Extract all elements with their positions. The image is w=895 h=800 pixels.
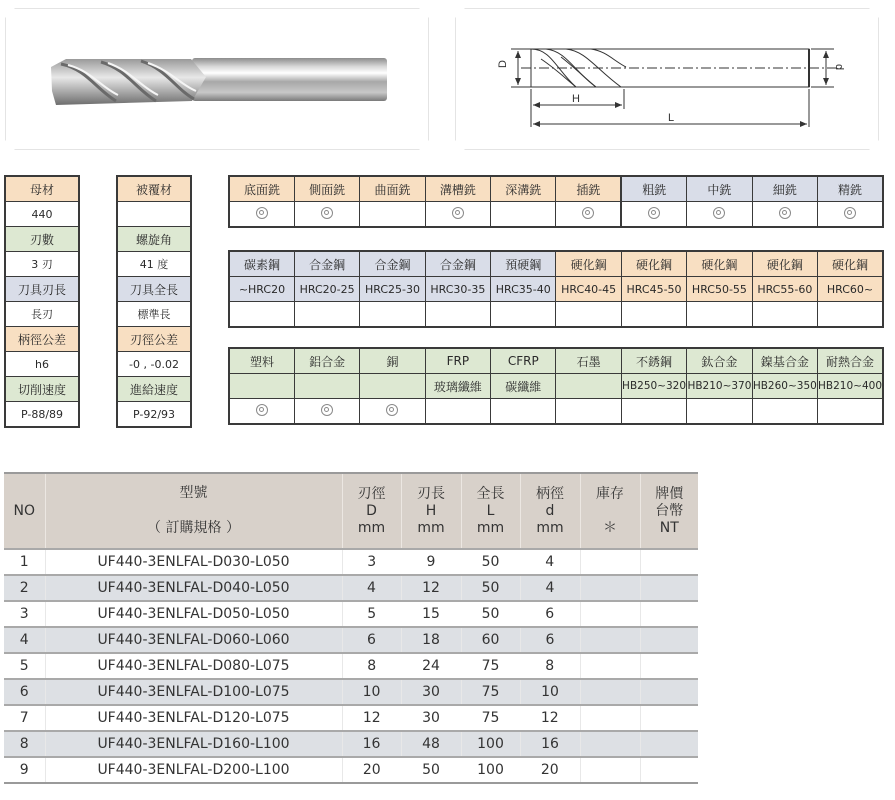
steel-header: 硬化鋼	[556, 251, 621, 277]
double-circle-icon	[648, 207, 660, 219]
material-header: 鈦合金	[687, 348, 752, 374]
header-model-line1: 型號	[179, 485, 208, 501]
empty-cell	[752, 302, 817, 328]
empty-cell	[621, 302, 686, 328]
spec-value: 標準長	[117, 302, 191, 327]
product-photo-frame	[5, 8, 429, 150]
hardness-value: HRC20-25	[294, 277, 359, 302]
hardness-value: HRC30-35	[425, 277, 490, 302]
table-row: 8 UF440-3ENLFAL-D160-L100 16 48 100 16	[4, 731, 698, 757]
dim-H-label: H	[572, 93, 580, 105]
technical-drawing	[456, 9, 878, 149]
spec-value: P-88/89	[5, 402, 79, 428]
material-header: 不銹鋼	[621, 348, 686, 374]
spec-label: 切削速度	[5, 377, 79, 402]
material-mark-row	[229, 399, 883, 425]
spec-label: 刀具全長	[117, 277, 191, 302]
hardness-value: HRC50-55	[687, 277, 752, 302]
spec-value: h6	[5, 352, 79, 377]
milling-header: 插銑	[556, 176, 621, 202]
table-row: 5 UF440-3ENLFAL-D080-L075 8 24 75 8	[4, 653, 698, 679]
milling-header: 底面銑	[229, 176, 294, 202]
empty-cell	[818, 302, 883, 328]
steel-header-row	[229, 251, 883, 277]
material-sub: HB210~370	[687, 374, 752, 399]
header-model-line2: （ 訂購規格 ）	[147, 520, 240, 536]
double-circle-icon	[582, 207, 594, 219]
header-L: 全長 L mm	[461, 473, 520, 549]
double-circle-icon	[386, 404, 398, 416]
double-circle-icon	[321, 404, 333, 416]
steel-header: 硬化鋼	[818, 251, 883, 277]
double-circle-icon	[452, 207, 464, 219]
empty-cell	[491, 399, 556, 425]
steel-hardness-table	[228, 250, 884, 328]
empty-cell	[360, 302, 425, 328]
double-circle-icon	[779, 207, 791, 219]
table-row: 1 UF440-3ENLFAL-D030-L050 3 9 50 4	[4, 549, 698, 575]
material-header-row	[229, 348, 883, 374]
spec-table-right	[116, 175, 192, 428]
empty-cell	[556, 399, 621, 425]
dim-D-label: D	[497, 60, 509, 68]
end-mill-photo	[6, 9, 428, 149]
empty-cell	[687, 302, 752, 328]
empty-cell	[425, 302, 490, 328]
steel-header: 合金鋼	[294, 251, 359, 277]
material-sub: HB210~400	[818, 374, 883, 399]
product-table	[4, 472, 698, 784]
steel-header: 硬化鋼	[621, 251, 686, 277]
spec-label: 母材	[5, 176, 79, 202]
header-D: 刃徑 D mm	[342, 473, 401, 549]
milling-header: 精銑	[818, 176, 883, 202]
header-price: 牌價 台幣 NT	[640, 473, 698, 549]
material-header: 鋁合金	[294, 348, 359, 374]
material-sub: HB250~320	[621, 374, 686, 399]
empty-cell	[229, 302, 294, 328]
spec-value: 3 刃	[5, 252, 79, 277]
table-row: 4 UF440-3ENLFAL-D060-L060 6 18 60 6	[4, 627, 698, 653]
steel-header: 硬化鋼	[752, 251, 817, 277]
spec-value: P-92/93	[117, 402, 191, 428]
header-d: 柄徑 d mm	[520, 473, 580, 549]
steel-header: 預硬鋼	[491, 251, 556, 277]
steel-header: 硬化鋼	[687, 251, 752, 277]
hardness-value: HRC35-40	[491, 277, 556, 302]
dim-L-label: L	[668, 112, 675, 124]
spec-value: 440	[5, 202, 79, 227]
empty-cell	[360, 202, 425, 228]
table-row: 2 UF440-3ENLFAL-D040-L050 4 12 50 4	[4, 575, 698, 601]
hardness-value: HRC55-60	[752, 277, 817, 302]
technical-drawing-frame	[455, 8, 879, 150]
material-sub	[556, 374, 621, 399]
double-circle-icon	[844, 207, 856, 219]
spec-label: 柄徑公差	[5, 327, 79, 352]
table-row: 9 UF440-3ENLFAL-D200-L100 20 50 100 20	[4, 757, 698, 783]
material-sub	[360, 374, 425, 399]
material-header: 塑料	[229, 348, 294, 374]
milling-header: 細銑	[752, 176, 817, 202]
empty-cell	[752, 399, 817, 425]
spec-value: 長刃	[5, 302, 79, 327]
spec-label: 刃徑公差	[117, 327, 191, 352]
material-header: 鎳基合金	[752, 348, 817, 374]
double-circle-icon	[256, 404, 268, 416]
spec-label: 刃數	[5, 227, 79, 252]
material-sub: 碳纖維	[491, 374, 556, 399]
hardness-value: ~HRC20	[229, 277, 294, 302]
material-header: 耐熱合金	[818, 348, 883, 374]
spec-label: 螺旋角	[117, 227, 191, 252]
spec-table-left	[4, 175, 80, 428]
material-table	[228, 347, 884, 425]
double-circle-icon	[256, 207, 268, 219]
hardness-value: HRC40-45	[556, 277, 621, 302]
empty-cell	[491, 302, 556, 328]
header-stock: 庫存 ＊	[580, 473, 640, 549]
material-sub: 玻璃纖維	[425, 374, 490, 399]
empty-cell	[687, 399, 752, 425]
table-row: 3 UF440-3ENLFAL-D050-L050 5 15 50 6	[4, 601, 698, 627]
empty-cell	[491, 202, 556, 228]
steel-header: 合金鋼	[425, 251, 490, 277]
spec-value	[117, 202, 191, 227]
steel-hardness-row	[229, 277, 883, 302]
milling-header: 深溝銑	[491, 176, 556, 202]
empty-cell	[294, 302, 359, 328]
milling-header: 粗銑	[621, 176, 686, 202]
milling-header: 溝槽銑	[425, 176, 490, 202]
milling-header: 中銑	[687, 176, 752, 202]
milling-header: 曲面銑	[360, 176, 425, 202]
header-no: NO	[4, 473, 45, 549]
double-circle-icon	[713, 207, 725, 219]
material-sub: HB260~350	[752, 374, 817, 399]
steel-header: 合金鋼	[360, 251, 425, 277]
empty-cell	[818, 399, 883, 425]
milling-type-table	[228, 175, 884, 228]
spec-label: 進給速度	[117, 377, 191, 402]
header-model	[45, 473, 342, 549]
material-header: 石墨	[556, 348, 621, 374]
steel-header: 碳素鋼	[229, 251, 294, 277]
header-H: 刃長 H mm	[401, 473, 461, 549]
material-header: FRP	[425, 348, 490, 374]
milling-header-row	[229, 176, 883, 202]
empty-cell	[556, 302, 621, 328]
dim-d-label: d	[833, 64, 845, 71]
material-sub	[229, 374, 294, 399]
hardness-value: HRC45-50	[621, 277, 686, 302]
material-sub	[294, 374, 359, 399]
empty-cell	[621, 399, 686, 425]
table-row: 7 UF440-3ENLFAL-D120-L075 12 30 75 12	[4, 705, 698, 731]
spec-value: 41 度	[117, 252, 191, 277]
milling-mark-row	[229, 202, 883, 228]
hardness-value: HRC25-30	[360, 277, 425, 302]
hardness-value: HRC60~	[818, 277, 883, 302]
milling-header: 側面銑	[294, 176, 359, 202]
product-header-row	[4, 473, 698, 549]
spec-value: -0 , -0.02	[117, 352, 191, 377]
material-header: 銅	[360, 348, 425, 374]
double-circle-icon	[321, 207, 333, 219]
table-row: 6 UF440-3ENLFAL-D100-L075 10 30 75 10	[4, 679, 698, 705]
steel-mark-row	[229, 302, 883, 328]
spec-label: 刀具刃長	[5, 277, 79, 302]
material-sub-row	[229, 374, 883, 399]
spec-label: 被覆材	[117, 176, 191, 202]
material-header: CFRP	[491, 348, 556, 374]
empty-cell	[425, 399, 490, 425]
